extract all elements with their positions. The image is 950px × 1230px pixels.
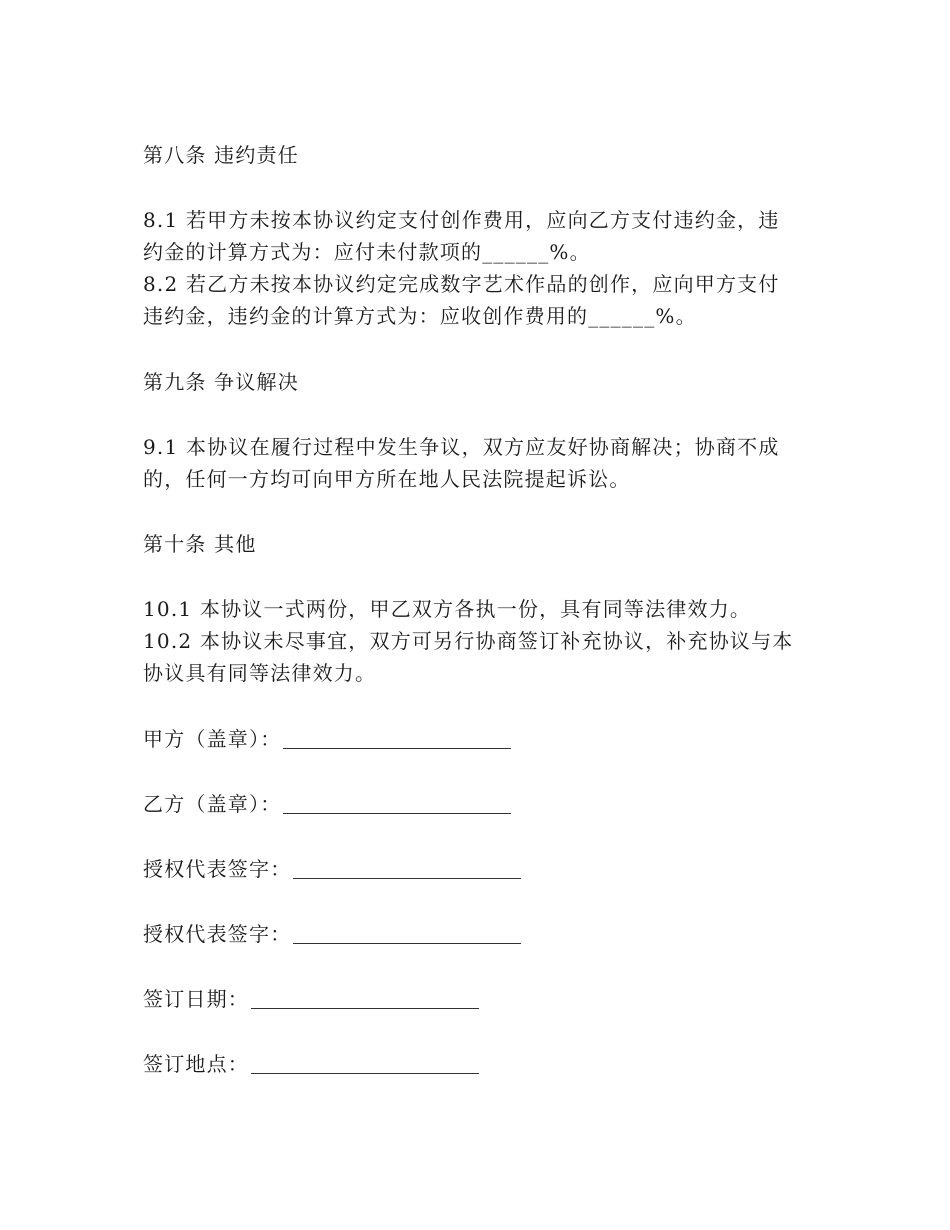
clause-line: 8.1 若甲方未按本协议约定支付创作费用，应向乙方支付违约金，违 <box>143 208 780 232</box>
clause-line: 约金的计算方式为：应付未付款项的______%。 <box>143 240 591 264</box>
clause-line: 违约金，违约金的计算方式为：应收创作费用的______%。 <box>143 304 697 328</box>
clause-line: 10.2 本协议未尽事宜，双方可另行协商签订补充协议，补充协议与本 <box>143 629 794 653</box>
article-10-body <box>143 593 813 689</box>
sign-place-row <box>143 1048 813 1080</box>
sign-place-blank[interactable] <box>251 1053 479 1074</box>
clause-line: 10.1 本协议一式两份，甲乙双方各执一份，具有同等法律效力。 <box>143 597 752 621</box>
article-9-heading <box>143 366 813 398</box>
sign-date-blank[interactable] <box>251 988 479 1009</box>
article-9-body <box>143 431 813 495</box>
article-8-body <box>143 204 813 332</box>
rep-sign-2-row <box>143 918 813 950</box>
sign-place-label: 签订地点： <box>143 1052 249 1076</box>
sign-date-label: 签订日期： <box>143 987 249 1011</box>
clause-line: 8.2 若乙方未按本协议约定完成数字艺术作品的创作，应向甲方支付 <box>143 272 780 296</box>
clause-line: 协议具有同等法律效力。 <box>143 661 377 685</box>
party-a-seal-blank[interactable] <box>283 728 511 749</box>
party-a-seal-label: 甲方（盖章）： <box>143 727 282 751</box>
rep-sign-1-label: 授权代表签字： <box>143 857 292 881</box>
section-heading: 第十条 其他 <box>143 532 257 556</box>
rep-sign-1-blank[interactable] <box>293 858 521 879</box>
section-heading: 第八条 违约责任 <box>143 143 299 167</box>
sign-date-row <box>143 983 813 1015</box>
article-10-heading <box>143 528 813 560</box>
clause-line: 的，任何一方均可向甲方所在地人民法院提起诉讼。 <box>143 467 631 491</box>
rep-sign-2-label: 授权代表签字： <box>143 922 292 946</box>
section-heading: 第九条 争议解决 <box>143 370 299 394</box>
article-8-heading <box>143 139 813 171</box>
rep-sign-1-row <box>143 853 813 885</box>
party-b-seal-label: 乙方（盖章）： <box>143 792 282 816</box>
rep-sign-2-blank[interactable] <box>293 923 521 944</box>
party-b-seal-row <box>143 788 813 820</box>
party-a-seal-row <box>143 723 813 755</box>
party-b-seal-blank[interactable] <box>283 793 511 814</box>
clause-line: 9.1 本协议在履行过程中发生争议，双方应友好协商解决；协商不成 <box>143 435 780 459</box>
